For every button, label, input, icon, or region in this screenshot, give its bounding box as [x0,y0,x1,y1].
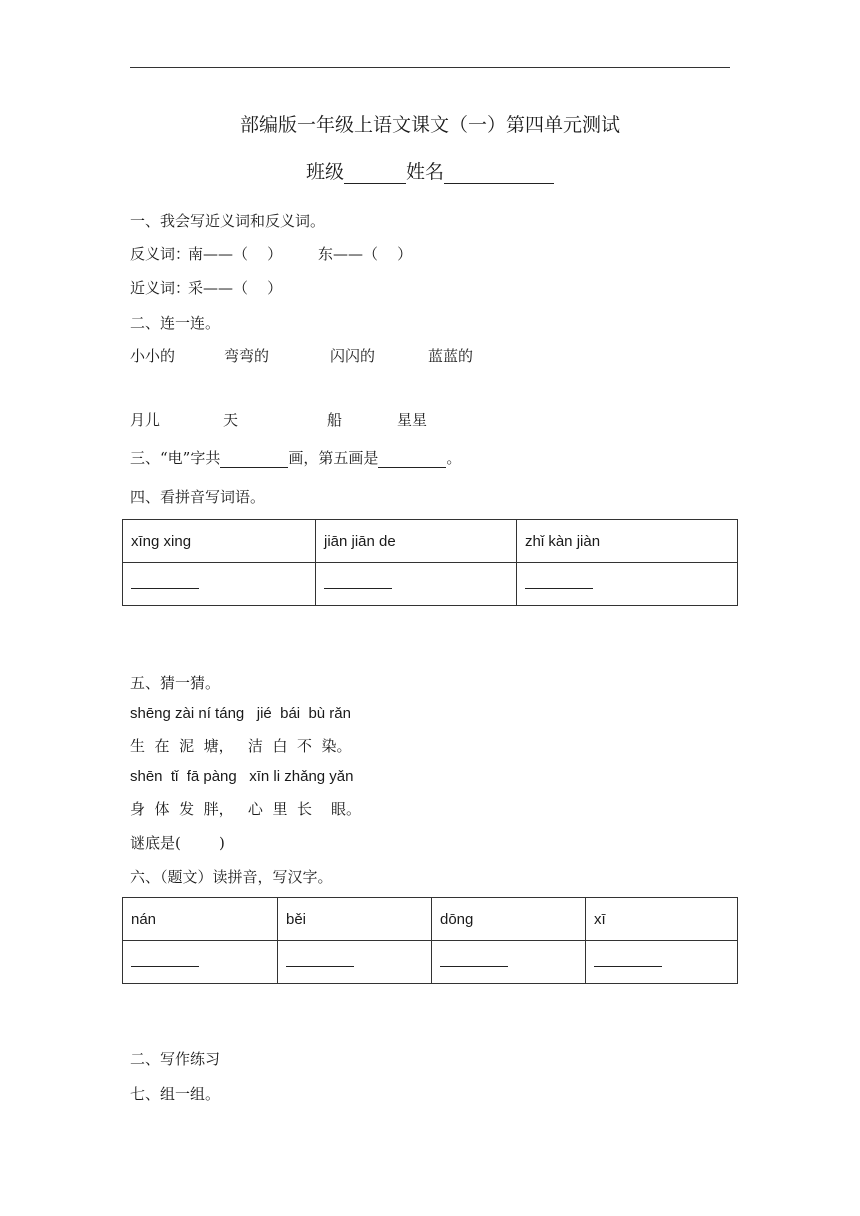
pinyin-cell: xīng xing [123,520,316,563]
riddle-line-1-pinyin: shēng zài ní táng jié bái bù rǎn [130,705,351,722]
match-bottom-item[interactable]: 月儿 [130,411,161,429]
section-5-heading: 五、猜一猜。 [130,674,221,692]
student-info-line [0,157,860,184]
riddle-line-2-text: 身 体 发 胖， 心 里 长 眼。 [130,800,362,818]
answer-cell[interactable] [432,941,586,984]
fifth-stroke-blank[interactable] [378,453,446,468]
writing-practice-heading: 二、写作练习 [130,1050,221,1068]
header-rule [130,67,730,68]
answer-cell[interactable] [316,563,517,606]
answer-cell[interactable] [123,563,316,606]
pinyin-characters-table [122,897,738,984]
pinyin-cell: xī [586,898,738,941]
answer-blank[interactable] [440,958,508,967]
stroke-question-prefix: 三、“电”字共 [130,449,221,467]
section-3-question [130,447,461,468]
answer-blank[interactable] [131,580,199,589]
pinyin-cell: zhǐ kàn jiàn [517,520,738,563]
answer-blank[interactable] [286,958,354,967]
page-title: 部编版一年级上语文课文（一）第四单元测试 [239,114,620,136]
answer-blank[interactable] [594,958,662,967]
match-bottom-item[interactable]: 船 [327,411,343,429]
pinyin-cell: běi [278,898,432,941]
section-1-heading: 一、我会写近义词和反义词。 [130,212,326,230]
pinyin-cell: dōng [432,898,586,941]
answer-cell[interactable] [517,563,738,606]
riddle-answer[interactable]: 谜底是( ) [130,834,225,852]
pinyin-cell: jiān jiān de [316,520,517,563]
answer-cell[interactable] [278,941,432,984]
section-2-heading: 二、连一连。 [130,314,221,332]
match-top-item[interactable]: 蓝蓝的 [428,347,474,365]
match-top-item[interactable]: 弯弯的 [224,347,270,365]
answer-blank[interactable] [324,580,392,589]
match-bottom-item[interactable]: 天 [223,411,239,429]
answer-blank[interactable] [131,958,199,967]
antonym-label: 反义词： [130,245,191,263]
match-top-item[interactable]: 闪闪的 [330,347,376,365]
answer-cell[interactable] [586,941,738,984]
riddle-line-1-text: 生 在 泥 塘， 洁 白 不 染。 [130,737,352,755]
antonym-item-east[interactable]: 东——（ ） [318,245,413,263]
section-7-heading: 七、组一组。 [130,1085,221,1103]
section-6-heading: 六、（题文）读拼音，写汉字。 [130,868,333,886]
stroke-count-blank[interactable] [220,453,288,468]
section-4-heading: 四、看拼音写词语。 [130,488,266,506]
pinyin-cell: nán [123,898,278,941]
class-label: 班级 [305,161,344,183]
riddle-line-2-pinyin: shēn tǐ fā pàng xīn li zhǎng yǎn [130,768,354,785]
answer-cell[interactable] [123,941,278,984]
pinyin-words-table [122,519,738,606]
class-blank[interactable] [344,165,406,184]
name-label: 姓名 [406,161,445,183]
antonym-item-south[interactable]: 南——（ ） [188,245,283,263]
match-top-item[interactable]: 小小的 [130,347,176,365]
answer-blank[interactable] [525,580,593,589]
name-blank[interactable] [444,165,554,184]
stroke-question-suffix: 。 [446,449,462,467]
synonym-label: 近义词： [130,279,191,297]
stroke-question-middle: 画，第五画是 [288,449,379,467]
match-bottom-item[interactable]: 星星 [397,411,428,429]
synonym-item-pick[interactable]: 采——（ ） [188,279,283,297]
